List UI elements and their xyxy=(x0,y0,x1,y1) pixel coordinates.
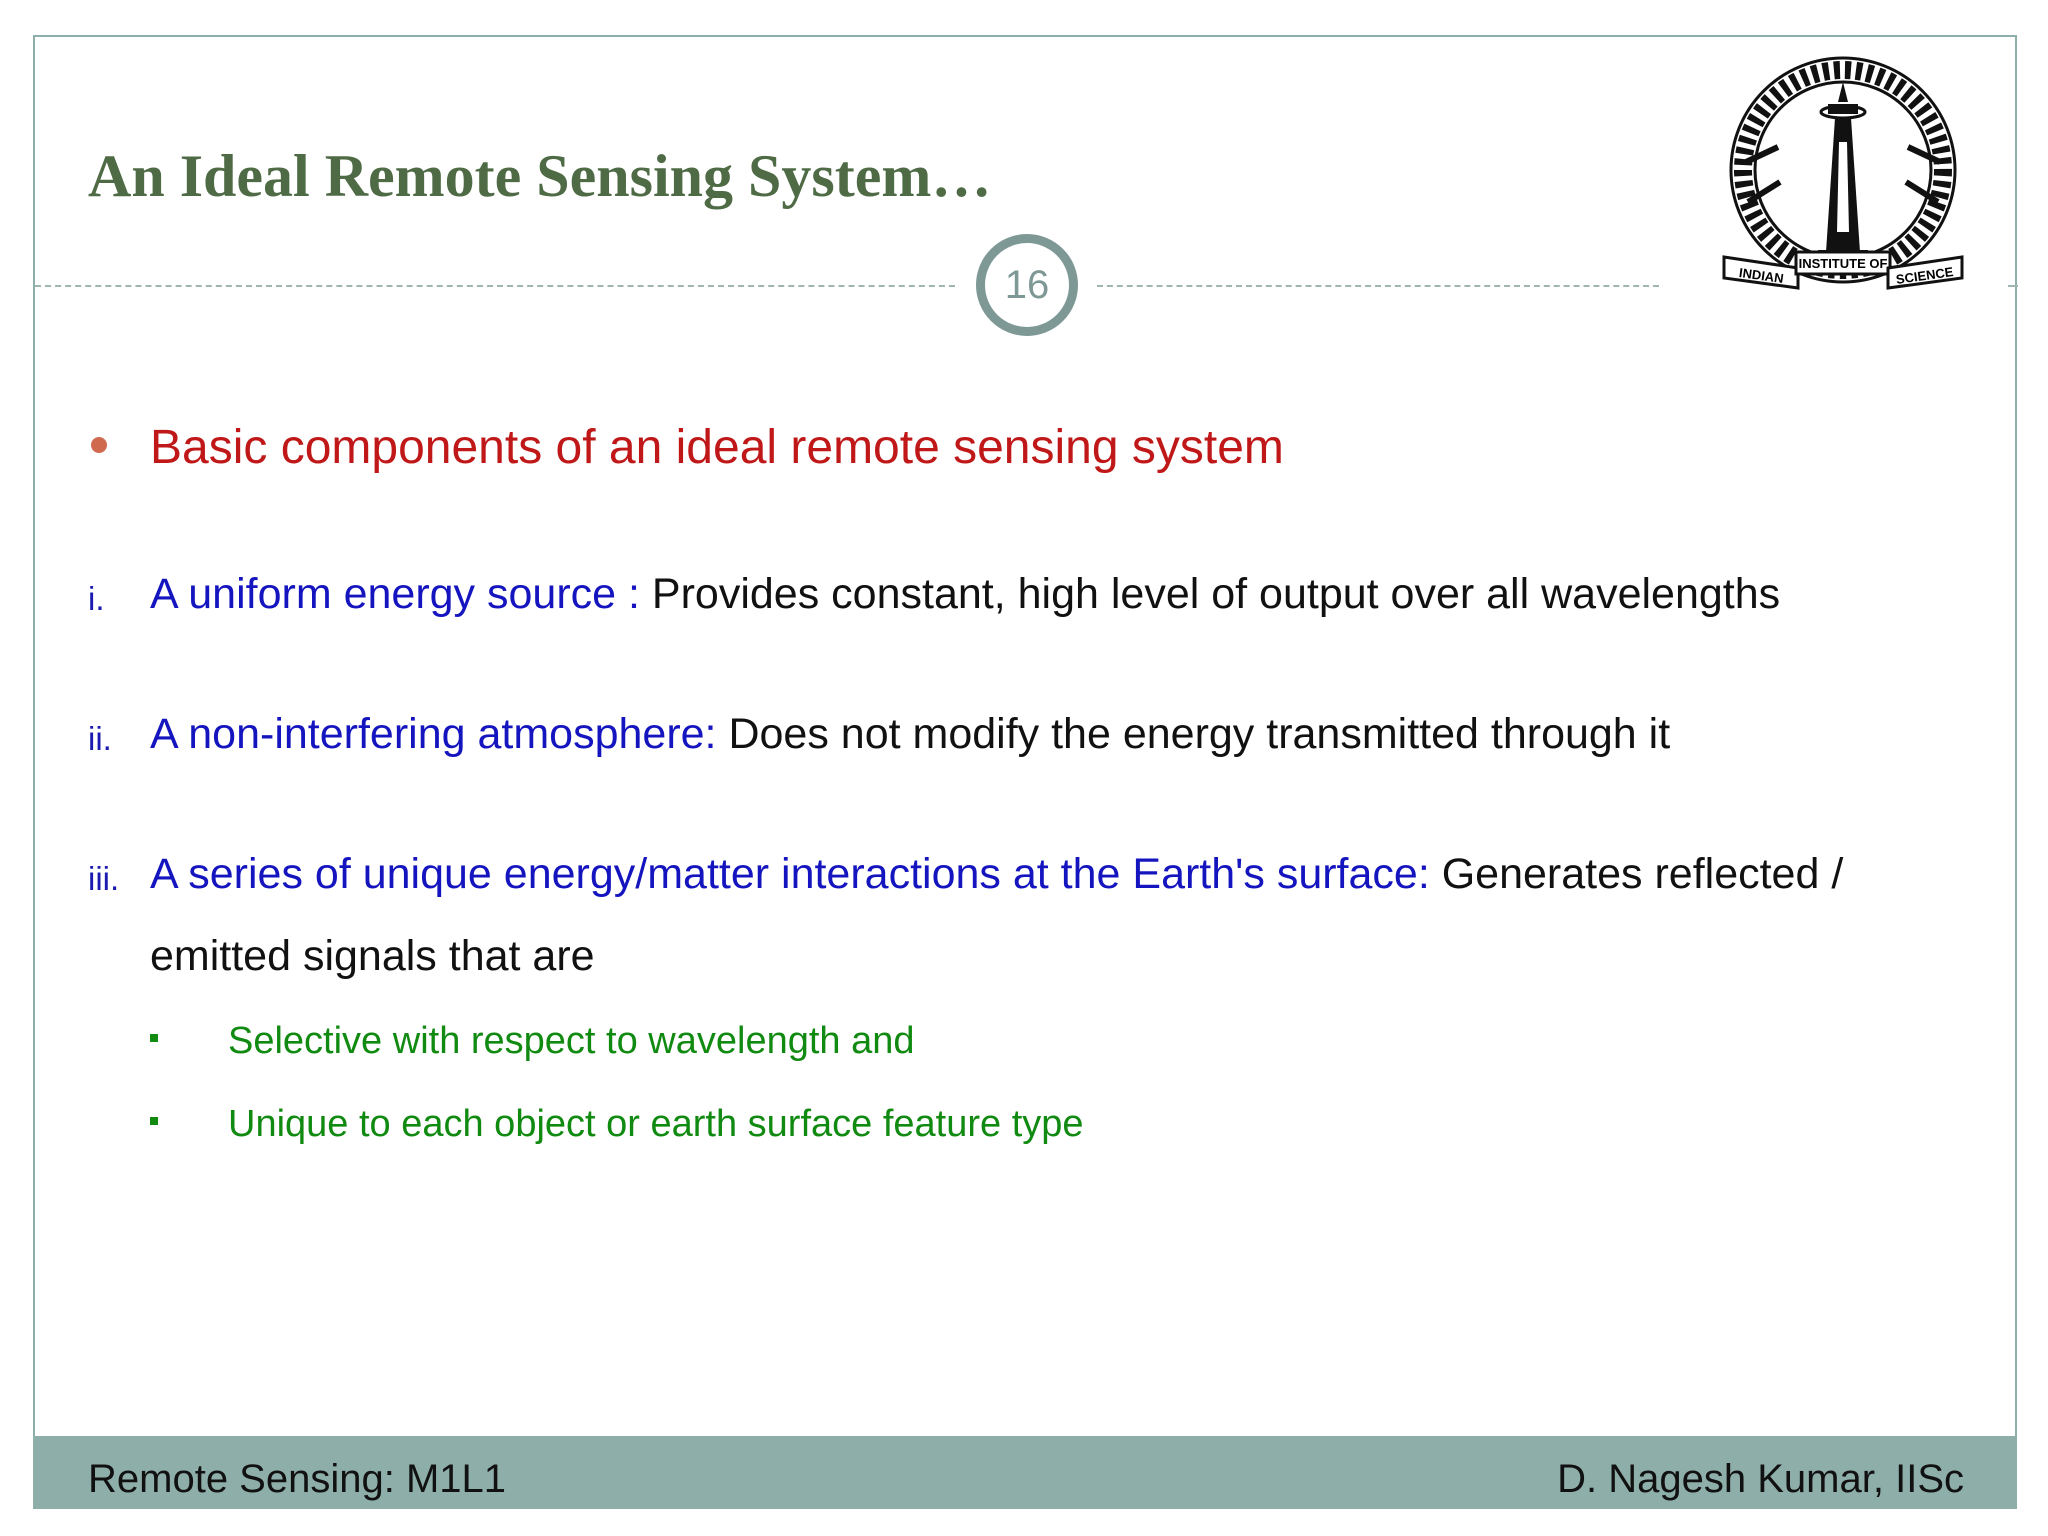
item-description: Generates reflected / xyxy=(1441,850,1844,898)
square-bullet-icon xyxy=(150,1117,158,1125)
list-item xyxy=(150,710,1670,759)
divider-left xyxy=(35,285,955,287)
item-term: A uniform energy source : xyxy=(150,570,652,618)
page-number: 16 xyxy=(1004,262,1050,307)
divider-right xyxy=(1097,285,1659,287)
item-number: iii. xyxy=(88,860,120,897)
logo-text-left: INDIAN xyxy=(1738,264,1785,287)
sub-list-item: Selective with respect to wavelength and xyxy=(228,1020,915,1062)
tower-icon xyxy=(1818,82,1868,260)
list-item xyxy=(150,570,1780,619)
list-item xyxy=(150,850,1843,899)
item-number: i. xyxy=(88,580,105,617)
footer-author: D. Nagesh Kumar, IISc xyxy=(1557,1457,1964,1501)
divider-far-right xyxy=(2008,285,2018,287)
iisc-logo xyxy=(1718,52,1968,302)
item-term: A series of unique energy/matter interactions at the Earth's surface: xyxy=(150,850,1442,898)
square-bullet-icon xyxy=(150,1034,158,1042)
item-term: A non-interfering atmosphere: xyxy=(150,710,729,758)
item-description: Provides constant, high level of output over all wavelengths xyxy=(651,570,1781,618)
item-description: Does not modify the energy transmitted through it xyxy=(728,710,1671,758)
footer-course: Remote Sensing: M1L1 xyxy=(88,1457,507,1501)
bullet-dot-icon xyxy=(91,437,107,453)
slide-heading: Basic components of an ideal remote sensing system xyxy=(150,421,1284,474)
item-description-continued: emitted signals that are xyxy=(150,932,595,980)
page-number-badge xyxy=(976,234,1078,336)
slide-title: An Ideal Remote Sensing System… xyxy=(88,143,992,209)
logo-text-right: SCIENCE xyxy=(1894,264,1955,287)
sub-list-item: Unique to each object or earth surface feature type xyxy=(228,1103,1084,1145)
logo-text-mid: INSTITUTE OF xyxy=(1798,256,1888,271)
item-number: ii. xyxy=(88,720,112,757)
